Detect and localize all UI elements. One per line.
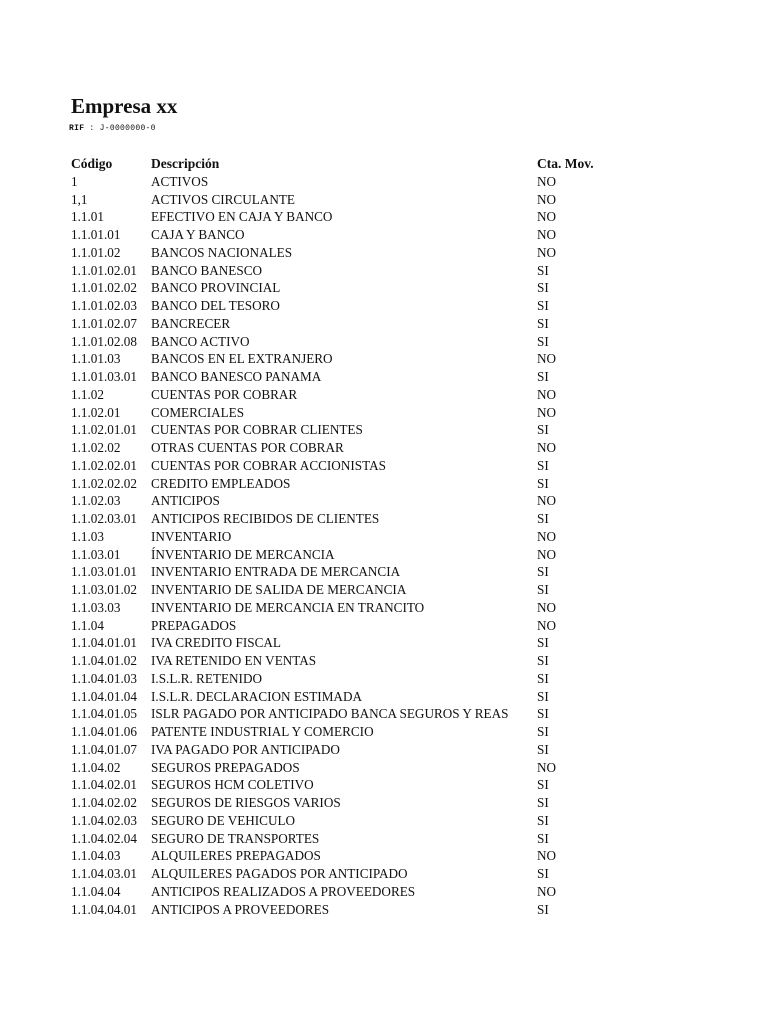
table-row <box>71 830 617 848</box>
table-row <box>71 794 617 812</box>
account-movement-flag: SI <box>537 635 549 651</box>
account-description: CUENTAS POR COBRAR ACCIONISTAS <box>151 457 386 473</box>
account-movement-flag: SI <box>537 333 549 349</box>
account-code: 1.1.02.01 <box>71 404 121 420</box>
table-row <box>71 634 617 652</box>
account-movement-flag: SI <box>537 724 549 739</box>
account-movement-flag: SI <box>537 653 549 668</box>
account-movement-flag: SI <box>537 511 549 526</box>
account-movement-flag: SI <box>537 422 549 438</box>
account-movement-flag: NO <box>537 191 557 207</box>
table-row <box>71 688 617 706</box>
account-code: 1.1.04 <box>71 617 104 633</box>
table-row <box>71 776 617 794</box>
account-code: 1.1.04.02.01 <box>71 777 137 793</box>
table-row <box>71 368 617 386</box>
account-movement-flag: SI <box>537 688 549 704</box>
table-row <box>71 883 617 901</box>
account-description: PREPAGADOS <box>151 617 237 633</box>
account-description: BANCRECER <box>151 315 231 331</box>
account-code: 1.1.02.02 <box>71 440 121 455</box>
account-movement-flag: NO <box>537 227 557 242</box>
account-movement-flag: SI <box>537 830 549 846</box>
account-code: 1.1.04.01.05 <box>71 706 137 722</box>
account-code: 1,1 <box>71 191 88 207</box>
account-code: 1.1.02.02.01 <box>71 457 137 473</box>
account-movement-flag: SI <box>537 262 549 278</box>
table-row <box>71 741 617 759</box>
table-row <box>71 333 617 351</box>
table-row <box>71 439 617 457</box>
account-description: SEGUROS DE RIESGOS VARIOS <box>151 795 341 810</box>
table-row <box>71 492 617 510</box>
table-row <box>71 404 617 422</box>
account-description: CAJA Y BANCO <box>151 227 245 242</box>
account-movement-flag: NO <box>537 209 557 225</box>
account-movement-flag: SI <box>537 457 549 473</box>
account-code: 1.1.04.02 <box>71 759 121 775</box>
table-row <box>71 297 617 315</box>
table-row <box>71 350 617 368</box>
account-description: BANCO ACTIVO <box>151 333 250 349</box>
account-code: 1.1.02.01.01 <box>71 422 137 438</box>
account-movement-flag: SI <box>537 298 549 313</box>
table-row <box>71 208 617 226</box>
account-movement-flag: NO <box>537 173 557 189</box>
table-body <box>71 173 617 919</box>
rif-separator: : <box>89 124 95 133</box>
account-code: 1.1.01.02.07 <box>71 315 137 331</box>
rif-value: J-0000000-0 <box>99 124 156 133</box>
account-code: 1.1.02.03.01 <box>71 511 137 526</box>
table-row <box>71 279 617 297</box>
account-movement-flag: SI <box>537 564 549 580</box>
table-row <box>71 581 617 599</box>
account-code: 1.1.04.02.03 <box>71 812 137 828</box>
account-movement-flag: NO <box>537 386 557 402</box>
account-movement-flag: NO <box>537 848 557 864</box>
table-row <box>71 847 617 865</box>
table-row <box>71 599 617 617</box>
account-movement-flag: NO <box>537 546 557 562</box>
account-description: ACTIVOS CIRCULANTE <box>151 191 295 207</box>
account-movement-flag: NO <box>537 617 557 633</box>
account-description: IVA CREDITO FISCAL <box>151 635 281 651</box>
account-movement-flag: SI <box>537 812 549 828</box>
account-code: 1.1.04.01.01 <box>71 635 137 651</box>
account-description: COMERCIALES <box>151 404 245 420</box>
account-code: 1.1.03.01.01 <box>71 564 137 580</box>
account-code: 1.1.01.02.01 <box>71 262 137 278</box>
account-description: ANTICIPOS A PROVEEDORES <box>151 901 330 917</box>
account-description: BANCO PROVINCIAL <box>151 280 281 296</box>
table-row <box>71 563 617 581</box>
account-description: ISLR PAGADO POR ANTICIPADO BANCA SEGUROS Y REAS <box>151 706 509 722</box>
table-row <box>71 546 617 564</box>
table-row <box>71 262 617 280</box>
account-code: 1.1.02 <box>71 386 104 402</box>
account-movement-flag: NO <box>537 528 557 544</box>
account-movement-flag: NO <box>537 404 557 420</box>
account-description: INVENTARIO <box>151 528 232 544</box>
account-description: EFECTIVO EN CAJA Y BANCO <box>151 209 333 225</box>
account-code: 1.1.04.03 <box>71 848 121 864</box>
account-description: INVENTARIO DE MERCANCIA EN TRANCITO <box>151 599 425 615</box>
account-movement-flag: NO <box>537 351 557 367</box>
table-row <box>71 865 617 883</box>
rif-label: RIF <box>69 124 85 133</box>
account-description: ACTIVOS <box>151 173 209 189</box>
account-code: 1.1.01.03 <box>71 351 121 367</box>
account-code: 1.1.04.02.02 <box>71 795 137 810</box>
account-movement-flag: NO <box>537 883 557 899</box>
account-movement-flag: NO <box>537 440 557 455</box>
table-row <box>71 191 617 209</box>
account-description: BANCOS NACIONALES <box>151 244 293 260</box>
account-description: SEGUROS HCM COLETIVO <box>151 777 314 793</box>
table-row <box>71 386 617 404</box>
account-code: 1.1.03.03 <box>71 599 121 615</box>
account-movement-flag: NO <box>537 599 557 615</box>
account-movement-flag: SI <box>537 280 549 296</box>
account-description: ANTICIPOS REALIZADOS A PROVEEDORES <box>151 883 416 899</box>
table-row <box>71 617 617 635</box>
account-movement-flag: SI <box>537 706 549 722</box>
account-description: BANCO DEL TESORO <box>151 298 280 313</box>
header-description: Descripción <box>151 156 220 171</box>
account-code: 1.1.03.01 <box>71 546 121 562</box>
account-description: IVA RETENIDO EN VENTAS <box>151 653 317 668</box>
account-code: 1.1.04.01.02 <box>71 653 137 668</box>
header-code: Código <box>71 156 113 171</box>
table-row <box>71 457 617 475</box>
account-description: SEGURO DE TRANSPORTES <box>151 830 320 846</box>
account-description: SEGURO DE VEHICULO <box>151 812 296 828</box>
account-code: 1.1.01.02.03 <box>71 298 137 313</box>
account-code: 1.1.03.01.02 <box>71 582 137 597</box>
table-row <box>71 670 617 688</box>
header-movement-account: Cta. Mov. <box>537 156 594 171</box>
account-movement-flag: SI <box>537 777 549 793</box>
account-movement-flag: SI <box>537 795 549 810</box>
account-description: SEGUROS PREPAGADOS <box>151 759 300 775</box>
account-description: BANCOS EN EL EXTRANJERO <box>151 351 333 367</box>
account-code: 1.1.03 <box>71 528 104 544</box>
account-code: 1 <box>71 173 78 189</box>
account-code: 1.1.04.04 <box>71 883 121 899</box>
table-row <box>71 510 617 528</box>
account-code: 1.1.01.01 <box>71 227 121 242</box>
account-code: 1.1.04.01.03 <box>71 670 137 686</box>
account-code: 1.1.01 <box>71 209 104 225</box>
account-code: 1.1.02.02.02 <box>71 475 137 491</box>
account-code: 1.1.01.02.08 <box>71 333 137 349</box>
account-movement-flag: NO <box>537 244 557 260</box>
account-description: CUENTAS POR COBRAR CLIENTES <box>151 422 363 438</box>
account-description: OTRAS CUENTAS POR COBRAR <box>151 440 344 455</box>
account-code: 1.1.01.02.02 <box>71 280 137 296</box>
table-row <box>71 315 617 333</box>
account-description: ANTICIPOS <box>151 493 220 509</box>
account-movement-flag: NO <box>537 759 557 775</box>
account-code: 1.1.04.01.07 <box>71 741 137 757</box>
account-description: ANTICIPOS RECIBIDOS DE CLIENTES <box>151 511 380 526</box>
table-row <box>71 528 617 546</box>
account-code: 1.1.01.03.01 <box>71 369 137 384</box>
table-row <box>71 723 617 741</box>
account-movement-flag: SI <box>537 901 549 917</box>
account-code: 1.1.02.03 <box>71 493 121 509</box>
account-movement-flag: SI <box>537 315 549 331</box>
account-description: IVA PAGADO POR ANTICIPADO <box>151 741 340 757</box>
account-description: I.S.L.R. RETENIDO <box>151 670 262 686</box>
table-row <box>71 901 617 919</box>
table-row <box>71 421 617 439</box>
account-description: CUENTAS POR COBRAR <box>151 386 298 402</box>
account-code: 1.1.04.03.01 <box>71 866 137 881</box>
table-row <box>71 226 617 244</box>
account-movement-flag: SI <box>537 741 549 757</box>
account-movement-flag: SI <box>537 475 549 491</box>
account-description: I.S.L.R. DECLARACION ESTIMADA <box>151 688 362 704</box>
account-description: INVENTARIO ENTRADA DE MERCANCIA <box>151 564 401 580</box>
account-description: CREDITO EMPLEADOS <box>151 475 291 491</box>
table-row <box>71 652 617 670</box>
account-movement-flag: SI <box>537 866 549 881</box>
account-description: INVENTARIO DE SALIDA DE MERCANCIA <box>151 582 407 597</box>
account-description: ÍNVENTARIO DE MERCANCIA <box>151 546 335 562</box>
account-description: ALQUILERES PREPAGADOS <box>151 848 321 864</box>
account-code: 1.1.04.01.04 <box>71 688 137 704</box>
account-description: BANCO BANESCO <box>151 262 263 278</box>
company-name: Empresa xx <box>71 94 178 118</box>
account-code: 1.1.04.04.01 <box>71 901 137 917</box>
table-row <box>71 812 617 830</box>
account-description: PATENTE INDUSTRIAL Y COMERCIO <box>151 724 374 739</box>
table-row <box>71 244 617 262</box>
account-description: BANCO BANESCO PANAMA <box>151 369 322 384</box>
account-movement-flag: NO <box>537 493 557 509</box>
account-description: ALQUILERES PAGADOS POR ANTICIPADO <box>151 866 408 881</box>
table-header-row <box>71 155 617 173</box>
table-row <box>71 705 617 723</box>
account-movement-flag: SI <box>537 670 549 686</box>
rif-line <box>69 123 156 135</box>
chart-of-accounts-table <box>71 155 617 918</box>
table-row <box>71 759 617 777</box>
account-movement-flag: SI <box>537 582 549 597</box>
table-row <box>71 475 617 493</box>
account-code: 1.1.01.02 <box>71 244 121 260</box>
account-movement-flag: SI <box>537 369 549 384</box>
account-code: 1.1.04.02.04 <box>71 830 137 846</box>
account-code: 1.1.04.01.06 <box>71 724 137 739</box>
table-row <box>71 173 617 191</box>
